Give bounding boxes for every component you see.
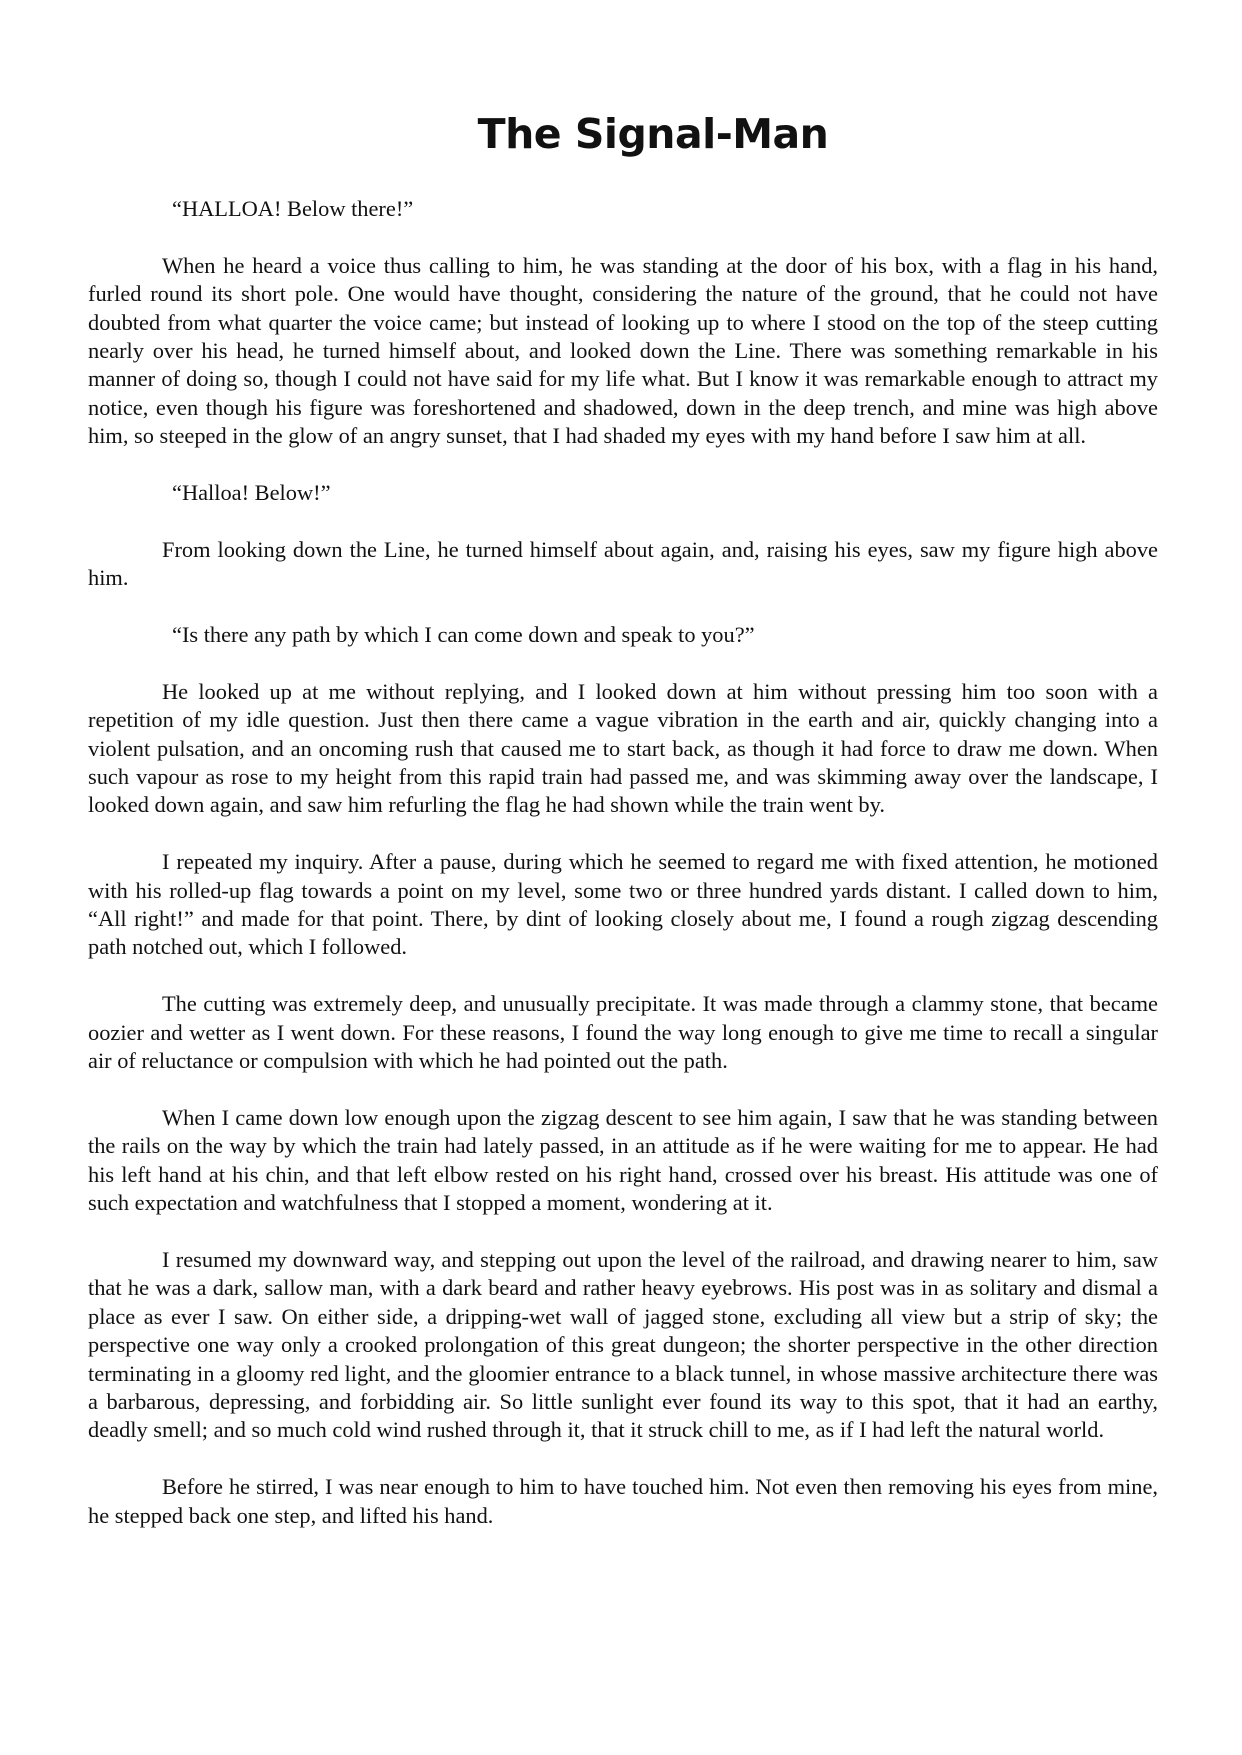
paragraph-narrative: He looked up at me without replying, and I looked down at him without pressing him too soon with a repetition of my idle question. Just then there came a vague vibration in the earth and air, quickly changing into a violent pulsation, and an oncoming rush that caused me to start back, as though it had force to draw me down. When such vapour as rose to my height from this rapid train had passed me, and was skimming away over the landscape, I looked down again, and saw him refurling the flag he had shown while the train went by. — [88, 678, 1158, 818]
paragraph-dialogue-halloa-below: “Halloa! Below!” — [172, 480, 331, 506]
page-title: The Signal-Man — [477, 110, 829, 158]
paragraph-narrative: I resumed my downward way, and stepping out upon the level of the railroad, and drawing nearer to him, saw that he was a dark, sallow man, with a dark beard and rather heavy eyebrows. His post was in as solitary and dismal a place as ever I saw. On either side, a dripping-wet wall of jagged stone, excluding all view but a strip of sky; the perspective one way only a crooked prolongation of this great dungeon; the shorter perspective in the other direction terminating in a gloomy red light, and the gloomier entrance to a black tunnel, in whose massive architecture there was a barbarous, depressing, and forbidding air. So little sunlight ever found its way to this spot, that it had an earthy, deadly smell; and so much cold wind rushed through it, that it struck chill to me, as if I had left the natural world. — [88, 1246, 1158, 1443]
paragraph-narrative: When he heard a voice thus calling to him, he was standing at the door of his box, with a flag in his hand, furled round its short pole. One would have thought, considering the nature of the ground, that he could not have doubted from what quarter the voice came; but instead of looking up to where I stood on the top of the steep cutting nearly over his head, he turned himself about, and looked down the Line. There was something remarkable in his manner of doing so, though I could not have said for my life what. But I know it was remarkable enough to attract my notice, even though his figure was foreshortened and shadowed, down in the deep trench, and mine was high above him, so steeped in the glow of an angry sunset, that I had shaded my eyes with my hand before I saw him at all. — [88, 252, 1158, 449]
paragraph-narrative: I repeated my inquiry. After a pause, during which he seemed to regard me with fixed attention, he motioned with his rolled-up flag towards a point on my level, some two or three hundred yards distant. I called down to him, “All right!” and made for that point. There, by dint of looking closely about me, I found a rough zigzag descending path notched out, which I followed. — [88, 849, 1158, 960]
paragraph-narrative: When I came down low enough upon the zigzag descent to see him again, I saw that he was standing between the rails on the way by which the train had lately passed, in an attitude as if he were waiting for me to appear. He had his left hand at his chin, and that left elbow rested on his right hand, crossed over his breast. His attitude was one of such expectation and watchfulness that I stopped a moment, wondering at it. — [88, 1104, 1158, 1216]
paragraph-narrative: The cutting was extremely deep, and unusually precipitate. It was made through a clammy stone, that became oozier and wetter as I went down. For these reasons, I found the way long enough to give me time to recall a singular air of reluctance or compulsion with which he had pointed out the path. — [88, 991, 1158, 1074]
paragraph-dialogue-halloa: “HALLOA! Below there!” — [172, 196, 414, 221]
paragraph-narrative: Before he stirred, I was near enough to him to have touched him. Not even then removing his eyes from mine, he stepped back one step, and lifted his hand. — [88, 1474, 1158, 1528]
paragraph-dialogue-path-question: “Is there any path by which I can come down and speak to you?” — [172, 622, 755, 648]
paragraph-narrative: From looking down the Line, he turned himself about again, and, raising his eyes, saw my figure high above him. — [88, 536, 1158, 591]
story-body — [88, 195, 1158, 1558]
